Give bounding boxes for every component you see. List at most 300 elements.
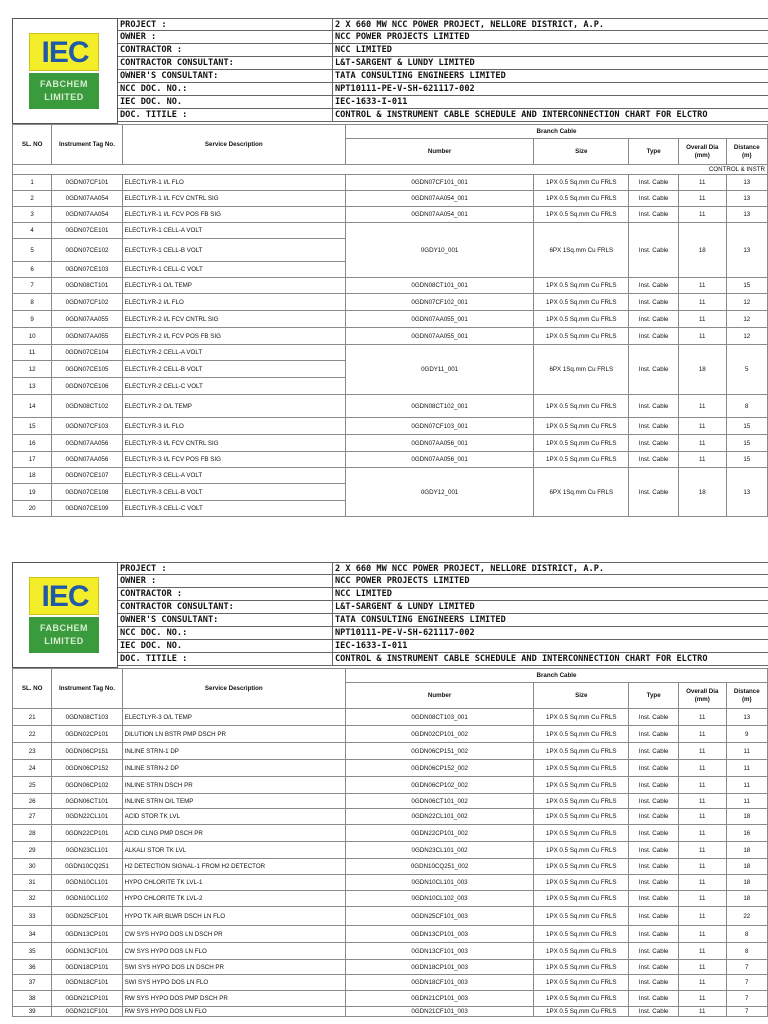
cell-cable-size: 1PX 0.5 Sq.mm Cu FRLS	[534, 311, 629, 328]
cell-distance: 11	[726, 777, 767, 794]
cell-overall-dia: 11	[678, 975, 726, 991]
cell-cable-type: Inst. Cable	[629, 907, 679, 926]
cell-cable-number: 0GDN18CF101_003	[345, 975, 533, 991]
table-row	[13, 345, 768, 361]
cell-sl-no: 36	[13, 960, 52, 975]
cell-sl-no: 35	[13, 943, 52, 960]
cell-cable-type: Inst. Cable	[629, 452, 679, 468]
cell-service-description: ALKALI STOR TK LVL	[122, 842, 345, 859]
cell-cable-size: 1PX 0.5 Sq.mm Cu FRLS	[534, 907, 629, 926]
cell-sl-no: 28	[13, 825, 52, 842]
cell-sl-no: 31	[13, 875, 52, 891]
cell-sl-no: 3	[13, 207, 52, 223]
cell-cable-size: 1PX 0.5 Sq.mm Cu FRLS	[534, 1007, 629, 1017]
cell-overall-dia: 11	[678, 709, 726, 726]
cell-sl-no: 32	[13, 891, 52, 907]
section-label: CONTROL & INSTR	[13, 165, 768, 175]
header-label: OWNER :	[120, 32, 157, 42]
cell-distance: 8	[726, 395, 767, 418]
table-row	[13, 975, 768, 991]
cell-tag-no: 0GDN07CE106	[52, 378, 122, 395]
cell-overall-dia: 11	[678, 191, 726, 207]
cell-cable-size: 1PX 0.5 Sq.mm Cu FRLS	[534, 842, 629, 859]
column-header-number: Number	[345, 139, 533, 165]
cell-cable-number: 0GDN25CF101_003	[345, 907, 533, 926]
cell-cable-number: 0GDN07AA056_001	[345, 435, 533, 452]
cell-cable-number: 0GDN07AA054_001	[345, 191, 533, 207]
cell-overall-dia: 11	[678, 1007, 726, 1017]
cell-overall-dia: 11	[678, 395, 726, 418]
table-row	[13, 960, 768, 975]
cell-cable-type: Inst. Cable	[629, 760, 679, 777]
cell-distance: 15	[726, 452, 767, 468]
cell-cable-number: 0GDN02CP101_002	[345, 726, 533, 743]
cell-tag-no: 0GDN07AA056	[52, 435, 122, 452]
cell-distance: 18	[726, 875, 767, 891]
cell-cable-size: 1PX 0.5 Sq.mm Cu FRLS	[534, 926, 629, 943]
cell-overall-dia: 18	[678, 468, 726, 517]
cell-cable-number: 0GDN22CP101_002	[345, 825, 533, 842]
column-header-tag: Instrument Tag No.	[52, 125, 122, 165]
header-row	[118, 627, 768, 640]
cell-sl-no: 9	[13, 311, 52, 328]
cell-distance: 13	[726, 175, 767, 191]
cell-overall-dia: 11	[678, 991, 726, 1007]
header-label: DOC. TITILE :	[120, 110, 188, 120]
cell-cable-size: 1PX 0.5 Sq.mm Cu FRLS	[534, 960, 629, 975]
cell-overall-dia: 11	[678, 726, 726, 743]
table-row	[13, 191, 768, 207]
cell-tag-no: 0GDN22CL101	[52, 809, 122, 825]
header-label: PROJECT :	[120, 20, 167, 30]
cell-service-description: HYPO TK AIR BLWR DSCH LN FLO	[122, 907, 345, 926]
cell-cable-type: Inst. Cable	[629, 875, 679, 891]
cell-cable-size: 1PX 0.5 Sq.mm Cu FRLS	[534, 207, 629, 223]
table-row	[13, 809, 768, 825]
table-row	[13, 328, 768, 345]
table-row	[13, 395, 768, 418]
cell-cable-number: 0GDN07CF103_001	[345, 418, 533, 435]
cell-service-description: CW SYS HYPO DOS LN DSCH PR	[122, 926, 345, 943]
cell-cable-type: Inst. Cable	[629, 975, 679, 991]
cell-cable-size: 1PX 0.5 Sq.mm Cu FRLS	[534, 875, 629, 891]
cell-overall-dia: 18	[678, 223, 726, 278]
cell-cable-type: Inst. Cable	[629, 943, 679, 960]
cell-overall-dia: 11	[678, 825, 726, 842]
cell-sl-no: 7	[13, 278, 52, 294]
header-row	[118, 653, 768, 666]
cell-cable-number: 0GDN21CP101_003	[345, 991, 533, 1007]
logo-text: IEC	[41, 36, 89, 69]
cell-cable-number: 0GDN08CT101_001	[345, 278, 533, 294]
cell-overall-dia: 11	[678, 859, 726, 875]
cell-cable-size: 6PX 1Sq.mm Cu FRLS	[534, 345, 629, 395]
cell-sl-no: 22	[13, 726, 52, 743]
cell-service-description: ELECTLYR-2 O/L TEMP	[122, 395, 345, 418]
cell-tag-no: 0GDN02CP101	[52, 726, 122, 743]
cell-overall-dia: 11	[678, 809, 726, 825]
table-row	[13, 875, 768, 891]
cell-service-description: ELECTLYR-1 CELL-C VOLT	[122, 262, 345, 278]
cell-cable-type: Inst. Cable	[629, 468, 679, 517]
cell-distance: 13	[726, 207, 767, 223]
cell-cable-type: Inst. Cable	[629, 825, 679, 842]
cell-tag-no: 0GDN07CE105	[52, 361, 122, 378]
header-row	[118, 83, 768, 96]
cell-cable-number: 0GDY11_001	[345, 345, 533, 395]
cell-sl-no: 24	[13, 760, 52, 777]
cell-cable-number: 0GDN07AA055_001	[345, 328, 533, 345]
cell-cable-number: 0GDN13CF101_003	[345, 943, 533, 960]
cell-tag-no: 0GDN06CT101	[52, 794, 122, 809]
cell-distance: 18	[726, 842, 767, 859]
cell-sl-no: 38	[13, 991, 52, 1007]
cell-cable-number: 0GDN23CL101_002	[345, 842, 533, 859]
table-row	[13, 842, 768, 859]
header-row	[118, 31, 768, 44]
table-row	[13, 311, 768, 328]
cell-cable-type: Inst. Cable	[629, 435, 679, 452]
cell-tag-no: 0GDN23CL101	[52, 842, 122, 859]
cell-cable-type: Inst. Cable	[629, 395, 679, 418]
cell-distance: 11	[726, 794, 767, 809]
header-value: NCC POWER PROJECTS LIMITED	[335, 32, 470, 42]
cell-distance: 11	[726, 760, 767, 777]
cell-cable-size: 1PX 0.5 Sq.mm Cu FRLS	[534, 975, 629, 991]
table-row	[13, 207, 768, 223]
logo-subtext: LIMITED	[44, 636, 84, 646]
cell-cable-size: 1PX 0.5 Sq.mm Cu FRLS	[534, 418, 629, 435]
cell-cable-number: 0GDN07AA054_001	[345, 207, 533, 223]
header-row	[118, 640, 768, 653]
cell-cable-size: 1PX 0.5 Sq.mm Cu FRLS	[534, 825, 629, 842]
cell-distance: 13	[726, 709, 767, 726]
header-value: NCC LIMITED	[335, 589, 392, 599]
header-value: CONTROL & INSTRUMENT CABLE SCHEDULE AND INTERCONNECTION CHART FOR ELCTRO	[335, 654, 708, 664]
cell-cable-number: 0GDN06CP152_002	[345, 760, 533, 777]
cell-cable-size: 1PX 0.5 Sq.mm Cu FRLS	[534, 760, 629, 777]
cell-cable-number: 0GDN08CT102_001	[345, 395, 533, 418]
header-row	[118, 109, 768, 122]
cell-cable-size: 6PX 1Sq.mm Cu FRLS	[534, 223, 629, 278]
header-row	[118, 562, 768, 575]
cell-sl-no: 29	[13, 842, 52, 859]
table-row	[13, 1007, 768, 1017]
cell-cable-size: 1PX 0.5 Sq.mm Cu FRLS	[534, 435, 629, 452]
cell-service-description: ELECTLYR-2 CELL-C VOLT	[122, 378, 345, 395]
header-value: 2 X 660 MW NCC POWER PROJECT, NELLORE DISTRICT, A.P.	[335, 20, 605, 30]
cell-overall-dia: 11	[678, 943, 726, 960]
cell-cable-type: Inst. Cable	[629, 842, 679, 859]
cell-cable-type: Inst. Cable	[629, 891, 679, 907]
cell-tag-no: 0GDN07CE104	[52, 345, 122, 361]
table-row	[13, 452, 768, 468]
header-row	[118, 44, 768, 57]
header-value: TATA CONSULTING ENGINEERS LIMITED	[335, 615, 506, 625]
cell-cable-size: 1PX 0.5 Sq.mm Cu FRLS	[534, 709, 629, 726]
column-header-type: Type	[629, 139, 679, 165]
cell-distance: 8	[726, 926, 767, 943]
cell-sl-no: 18	[13, 468, 52, 484]
cell-sl-no: 21	[13, 709, 52, 726]
column-header-distance: Distance (m)	[726, 139, 767, 165]
header-row	[118, 57, 768, 70]
cell-cable-number: 0GDN07CF102_001	[345, 294, 533, 311]
cell-tag-no: 0GDN07AA055	[52, 328, 122, 345]
header-label: DOC. TITILE :	[120, 654, 188, 664]
cell-tag-no: 0GDN07CF103	[52, 418, 122, 435]
table-row	[13, 468, 768, 484]
cell-overall-dia: 11	[678, 175, 726, 191]
cell-cable-type: Inst. Cable	[629, 175, 679, 191]
cell-sl-no: 13	[13, 378, 52, 395]
cell-cable-type: Inst. Cable	[629, 809, 679, 825]
cell-sl-no: 37	[13, 975, 52, 991]
cell-distance: 15	[726, 418, 767, 435]
cell-cable-size: 1PX 0.5 Sq.mm Cu FRLS	[534, 328, 629, 345]
cell-sl-no: 33	[13, 907, 52, 926]
table-row	[13, 743, 768, 760]
column-header-size: Size	[534, 139, 629, 165]
cell-tag-no: 0GDN07CE101	[52, 223, 122, 239]
header-label: OWNER :	[120, 576, 157, 586]
cell-service-description: ELECTLYR-2 CELL-A VOLT	[122, 345, 345, 361]
column-header-number: Number	[345, 683, 533, 709]
cell-cable-type: Inst. Cable	[629, 743, 679, 760]
cell-cable-type: Inst. Cable	[629, 328, 679, 345]
cell-overall-dia: 11	[678, 435, 726, 452]
cell-sl-no: 2	[13, 191, 52, 207]
header-label: NCC DOC. NO.:	[120, 84, 188, 94]
cell-service-description: ELECTLYR-2 I/L FCV CNTRL SIG	[122, 311, 345, 328]
cable-schedule-table	[12, 668, 768, 1017]
cell-sl-no: 20	[13, 501, 52, 517]
column-header-type: Type	[629, 683, 679, 709]
iec-logo	[29, 577, 99, 653]
cell-cable-size: 1PX 0.5 Sq.mm Cu FRLS	[534, 452, 629, 468]
cell-service-description: ELECTLYR-2 CELL-B VOLT	[122, 361, 345, 378]
cell-sl-no: 27	[13, 809, 52, 825]
header-label: OWNER'S CONSULTANT:	[120, 71, 219, 81]
cell-overall-dia: 11	[678, 907, 726, 926]
cell-tag-no: 0GDN13CP101	[52, 926, 122, 943]
cell-distance: 7	[726, 975, 767, 991]
cell-sl-no: 25	[13, 777, 52, 794]
cell-cable-number: 0GDN07AA055_001	[345, 311, 533, 328]
cell-sl-no: 12	[13, 361, 52, 378]
cell-tag-no: 0GDN10CL102	[52, 891, 122, 907]
column-header-distance: Distance (m)	[726, 683, 767, 709]
cell-sl-no: 23	[13, 743, 52, 760]
cell-sl-no: 15	[13, 418, 52, 435]
cell-sl-no: 10	[13, 328, 52, 345]
cell-cable-size: 1PX 0.5 Sq.mm Cu FRLS	[534, 278, 629, 294]
cell-distance: 12	[726, 294, 767, 311]
header-value: CONTROL & INSTRUMENT CABLE SCHEDULE AND INTERCONNECTION CHART FOR ELCTRO	[335, 110, 708, 120]
table-row	[13, 794, 768, 809]
header-label: CONTRACTOR :	[120, 45, 183, 55]
header-value: 2 X 660 MW NCC POWER PROJECT, NELLORE DISTRICT, A.P.	[335, 564, 605, 574]
header-value: IEC-1633-I-011	[335, 641, 408, 651]
cell-cable-size: 1PX 0.5 Sq.mm Cu FRLS	[534, 294, 629, 311]
cell-tag-no: 0GDN06CP152	[52, 760, 122, 777]
cell-tag-no: 0GDN22CP101	[52, 825, 122, 842]
cell-cable-number: 0GDN21CF101_003	[345, 1007, 533, 1017]
cell-cable-type: Inst. Cable	[629, 991, 679, 1007]
cell-service-description: HYPO CHLORITE TK LVL-1	[122, 875, 345, 891]
cell-sl-no: 11	[13, 345, 52, 361]
table-row	[13, 825, 768, 842]
header-value: NCC LIMITED	[335, 45, 392, 55]
header-label: CONTRACTOR CONSULTANT:	[120, 58, 234, 68]
cell-tag-no: 0GDN07AA054	[52, 207, 122, 223]
column-header-service: Service Description	[122, 669, 345, 709]
table-row	[13, 891, 768, 907]
header-row	[118, 70, 768, 83]
cell-distance: 18	[726, 859, 767, 875]
cell-overall-dia: 11	[678, 960, 726, 975]
table-row	[13, 278, 768, 294]
cell-sl-no: 39	[13, 1007, 52, 1017]
cell-cable-size: 1PX 0.5 Sq.mm Cu FRLS	[534, 794, 629, 809]
logo-text: IEC	[41, 580, 89, 613]
table-row	[13, 926, 768, 943]
cell-cable-number: 0GDN06CP102_002	[345, 777, 533, 794]
column-header-size: Size	[534, 683, 629, 709]
table-row	[13, 760, 768, 777]
cell-overall-dia: 11	[678, 743, 726, 760]
cell-tag-no: 0GDN08CT103	[52, 709, 122, 726]
cell-sl-no: 6	[13, 262, 52, 278]
cell-service-description: ELECTLYR-1 I/L FLO	[122, 175, 345, 191]
cell-distance: 18	[726, 891, 767, 907]
cell-service-description: ELECTLYR-3 I/L FLO	[122, 418, 345, 435]
cell-cable-size: 1PX 0.5 Sq.mm Cu FRLS	[534, 859, 629, 875]
cell-cable-type: Inst. Cable	[629, 207, 679, 223]
table-row	[13, 943, 768, 960]
cell-overall-dia: 11	[678, 278, 726, 294]
cell-tag-no: 0GDN07CE109	[52, 501, 122, 517]
cell-overall-dia: 11	[678, 418, 726, 435]
cable-schedule-table	[12, 124, 768, 517]
cell-distance: 15	[726, 278, 767, 294]
cell-distance: 12	[726, 311, 767, 328]
cell-cable-size: 1PX 0.5 Sq.mm Cu FRLS	[534, 726, 629, 743]
cell-cable-type: Inst. Cable	[629, 278, 679, 294]
header-row	[118, 96, 768, 109]
cell-sl-no: 4	[13, 223, 52, 239]
cell-cable-number: 0GDN22CL101_002	[345, 809, 533, 825]
cell-service-description: ELECTLYR-1 I/L FCV CNTRL SIG	[122, 191, 345, 207]
cell-tag-no: 0GDN07CE107	[52, 468, 122, 484]
header-label: NCC DOC. NO.:	[120, 628, 188, 638]
cell-cable-type: Inst. Cable	[629, 926, 679, 943]
column-header-sl-no: SL. NO	[13, 125, 52, 165]
cell-distance: 22	[726, 907, 767, 926]
cell-cable-size: 1PX 0.5 Sq.mm Cu FRLS	[534, 175, 629, 191]
header-value: IEC-1633-I-011	[335, 97, 408, 107]
cell-service-description: HYPO CHLORITE TK LVL-2	[122, 891, 345, 907]
cell-cable-number: 0GDN10CL101_003	[345, 875, 533, 891]
cell-overall-dia: 11	[678, 207, 726, 223]
cell-overall-dia: 11	[678, 891, 726, 907]
cell-service-description: RW SYS HYPO DOS PMP DSCH PR	[122, 991, 345, 1007]
header-row	[118, 575, 768, 588]
table-row	[13, 991, 768, 1007]
header-row	[118, 18, 768, 31]
cell-cable-type: Inst. Cable	[629, 311, 679, 328]
cell-tag-no: 0GDN10CL101	[52, 875, 122, 891]
cell-cable-number: 0GDN08CT103_001	[345, 709, 533, 726]
cell-distance: 18	[726, 809, 767, 825]
cell-overall-dia: 11	[678, 794, 726, 809]
column-header-branch-cable: Branch Cable	[345, 669, 767, 683]
cell-service-description: ELECTLYR-3 O/L TEMP	[122, 709, 345, 726]
cell-cable-number: 0GDN18CP101_003	[345, 960, 533, 975]
header-value: L&T-SARGENT & LUNDY LIMITED	[335, 58, 475, 68]
cell-distance: 13	[726, 468, 767, 517]
logo-subtext: LIMITED	[44, 92, 84, 102]
cell-service-description: ELECTLYR-1 CELL-B VOLT	[122, 239, 345, 262]
cell-service-description: ELECTLYR-3 CELL-C VOLT	[122, 501, 345, 517]
cell-service-description: SWI SYS HYPO DOS LN DSCH PR	[122, 960, 345, 975]
header-value: NCC POWER PROJECTS LIMITED	[335, 576, 470, 586]
column-header-service: Service Description	[122, 125, 345, 165]
cell-cable-type: Inst. Cable	[629, 223, 679, 278]
cell-overall-dia: 11	[678, 926, 726, 943]
cell-sl-no: 5	[13, 239, 52, 262]
cell-service-description: RW SYS HYPO DOS LN FLO	[122, 1007, 345, 1017]
cell-cable-type: Inst. Cable	[629, 345, 679, 395]
header-label: IEC DOC. NO.	[120, 641, 183, 651]
logo-subtext: FABCHEM	[40, 623, 88, 633]
cell-sl-no: 34	[13, 926, 52, 943]
cell-tag-no: 0GDN08CT102	[52, 395, 122, 418]
header-value: NPT10111-PE-V-SH-621117-002	[335, 628, 475, 638]
cell-tag-no: 0GDN07CF102	[52, 294, 122, 311]
header-label: CONTRACTOR CONSULTANT:	[120, 602, 234, 612]
cell-cable-size: 1PX 0.5 Sq.mm Cu FRLS	[534, 191, 629, 207]
cell-tag-no: 0GDN07AA054	[52, 191, 122, 207]
cell-sl-no: 26	[13, 794, 52, 809]
table-row	[13, 223, 768, 239]
cell-cable-number: 0GDN06CT101_002	[345, 794, 533, 809]
cell-cable-type: Inst. Cable	[629, 709, 679, 726]
header-label: OWNER'S CONSULTANT:	[120, 615, 219, 625]
cell-distance: 7	[726, 1007, 767, 1017]
cell-service-description: ELECTLYR-3 I/L FCV CNTRL SIG	[122, 435, 345, 452]
header-row	[118, 614, 768, 627]
table-row	[13, 907, 768, 926]
cell-cable-type: Inst. Cable	[629, 1007, 679, 1017]
cell-sl-no: 14	[13, 395, 52, 418]
cell-service-description: ELECTLYR-2 I/L FCV POS FB SIG	[122, 328, 345, 345]
cell-cable-type: Inst. Cable	[629, 418, 679, 435]
column-header-overall-dia: Overall Dia (mm)	[678, 683, 726, 709]
table-row	[13, 435, 768, 452]
cell-cable-size: 1PX 0.5 Sq.mm Cu FRLS	[534, 809, 629, 825]
cell-cable-type: Inst. Cable	[629, 794, 679, 809]
header-row	[118, 588, 768, 601]
cell-overall-dia: 18	[678, 345, 726, 395]
cell-sl-no: 19	[13, 484, 52, 501]
cell-service-description: ELECTLYR-3 I/L FCV POS FB SIG	[122, 452, 345, 468]
cell-distance: 11	[726, 743, 767, 760]
table-row	[13, 418, 768, 435]
cell-cable-size: 1PX 0.5 Sq.mm Cu FRLS	[534, 395, 629, 418]
column-header-sl-no: SL. NO	[13, 669, 52, 709]
column-header-tag: Instrument Tag No.	[52, 669, 122, 709]
